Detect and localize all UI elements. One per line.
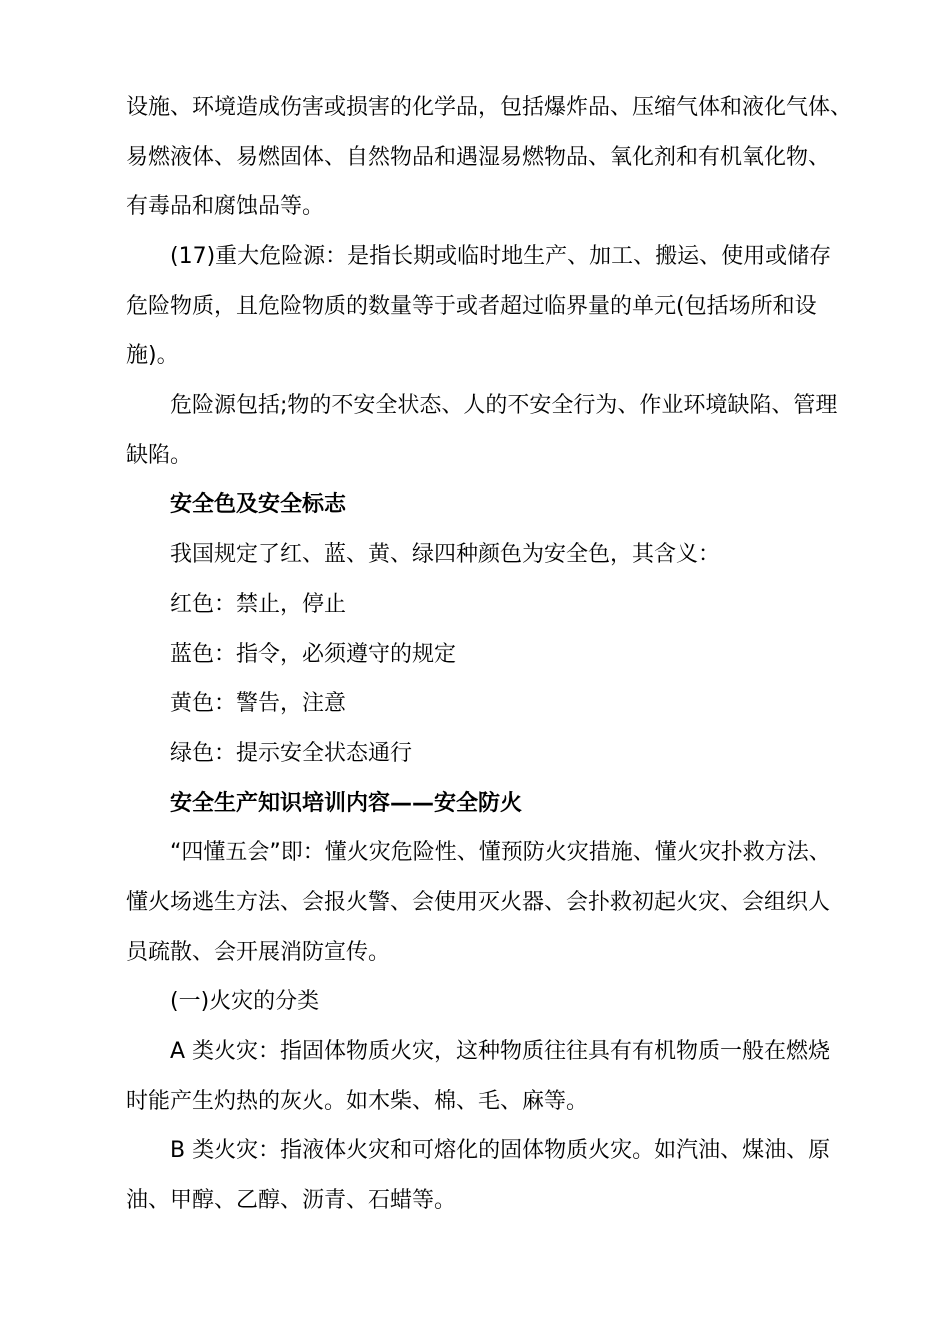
text-line: 绿色：提示安全状态通行 bbox=[170, 741, 413, 766]
text-line: 危险源包括;物的不安全状态、人的不安全行为、作业环境缺陷、管理 bbox=[170, 393, 838, 418]
text-line: A 类火灾：指固体物质火灾，这种物质往往具有有机物质一般在燃烧 bbox=[170, 1039, 831, 1064]
text-line: 黄色：警告，注意 bbox=[170, 691, 347, 716]
text-line: 油、甲醇、乙醇、沥青、石蜡等。 bbox=[126, 1188, 457, 1213]
text-line: 时能产生灼热的灰火。如木柴、棉、毛、麻等。 bbox=[126, 1089, 589, 1114]
text-line: (17)重大危险源：是指长期或临时地生产、加工、搬运、使用或储存 bbox=[170, 244, 832, 269]
section-heading: 安全色及安全标志 bbox=[170, 492, 347, 517]
text-line: 设施、环境造成伤害或损害的化学品，包括爆炸品、压缩气体和液化气体、 bbox=[126, 95, 853, 120]
section-heading: 安全生产知识培训内容——安全防火 bbox=[170, 791, 523, 816]
text-line: 施)。 bbox=[126, 343, 179, 368]
text-line: B 类火灾：指液体火灾和可熔化的固体物质火灾。如汽油、煤油、原 bbox=[170, 1138, 831, 1163]
text-line: 懂火场逃生方法、会报火警、会使用灭火器、会扑救初起火灾、会组织人 bbox=[126, 890, 831, 915]
text-line: (一)火灾的分类 bbox=[170, 989, 320, 1014]
text-line: 缺陷。 bbox=[126, 443, 193, 468]
text-line: 我国规定了红、蓝、黄、绿四种颜色为安全色，其含义： bbox=[170, 542, 721, 567]
text-line: 危险物质，且危险物质的数量等于或者超过临界量的单元(包括场所和设 bbox=[126, 294, 817, 319]
text-line: “四懂五会”即：懂火灾危险性、懂预防火灾措施、懂火灾扑救方法、 bbox=[170, 840, 831, 865]
text-line: 易燃液体、易燃固体、自然物品和遇湿易燃物品、氧化剂和有机氧化物、 bbox=[126, 145, 831, 170]
text-line: 员疏散、会开展消防宣传。 bbox=[126, 940, 391, 965]
text-line: 蓝色：指令，必须遵守的规定 bbox=[170, 642, 457, 667]
text-line: 有毒品和腐蚀品等。 bbox=[126, 194, 325, 219]
text-line: 红色：禁止，停止 bbox=[170, 592, 347, 617]
